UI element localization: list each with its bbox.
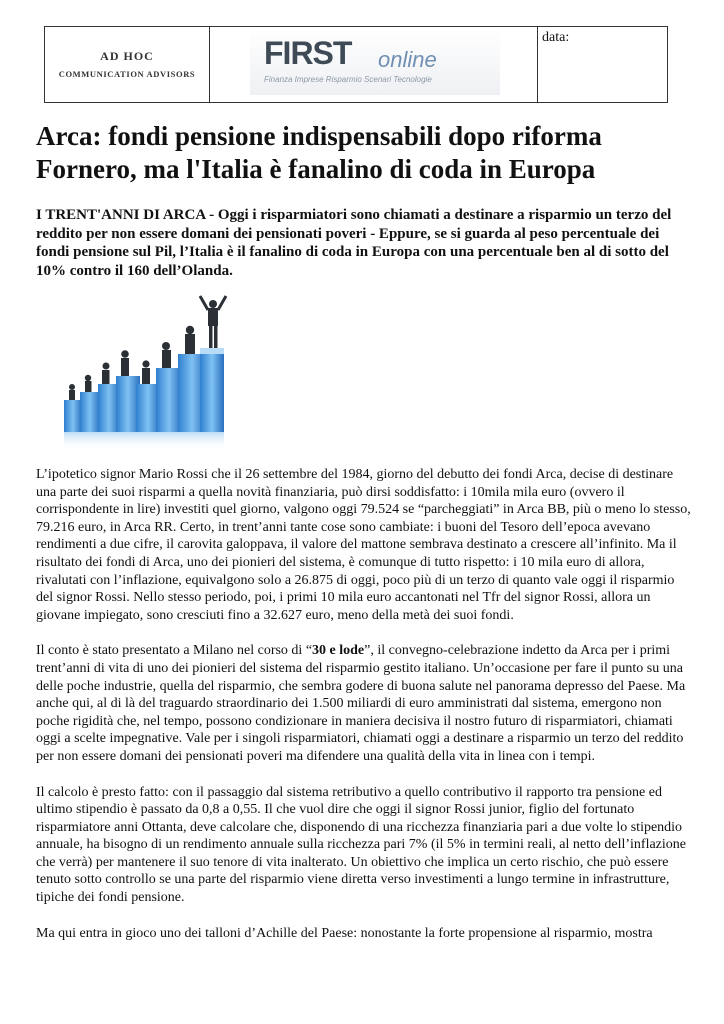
masthead-table <box>44 26 668 103</box>
body-paragraph-3: Il calcolo è presto fatto: con il passaggio dal sistema retributivo a quello contributivo il rapporto tra pensione ed ultimo stipendio è passato da 0,8 a 0,55. Il che vuol dire che oggi il signor Rossi junior, figlio del fortunato risparmiatore anni Ottanta, deve calcolare che, disponendo di una ricchezza finanziaria pari a due volte lo stipendio annuale, ha bisogno di un rendimento annuale sulla ricchezza pari 7% (il 5% in termini reali, al netto dell’inflazione che verrà) per mantenere il suo tenore di vita inalterato. Un obiettivo che implica un certo rischio, che può essere tenuto sotto controllo se una parte del risparmio viene diretta verso investimenti a lungo termine in infrastrutture, tipiche dei fondi pensione. <box>36 784 686 906</box>
event-name: 30 e lode <box>312 643 365 659</box>
body-paragraph-1: L’ipotetico signor Mario Rossi che il 26 settembre del 1984, giorno del debutto dei fondi Arca, decise di destinare una parte dei suoi risparmi a quella novità finanziaria, può dirsi soddisfatto: i 10mila mila euro (ovvero il corrispondente in lire) investiti quel giorno, valgono oggi 79.524 se “parcheggiati” in Arca BB, più o meno lo stesso, 79.216 euro, in Arca RR. Certo, in trent’anni tante cose sono cambiate: i buoni del Tesoro dell’epoca avevano rendimenti a due cifre, il carovita galoppava, il valore del mattone sembrava destinato a crescere all’infinito. Ma il risultato dei fondi di Arca, uno dei pionieri del sistema, è comunque di tutto rispetto: i 10 mila euro di allora, rivalutati con l’inflazione, equivalgono solo a 26.875 di oggi, poco più di un terzo di quanto vale oggi il risparmio del signor Rossi. Nello stesso periodo, poi, i primi 10 mila euro accantonati nel Tfr del signor Rossi, allora un giovane impiegato, sono cresciuti fino a 32.627 euro, meno della metà dei suoi fondi. <box>36 467 691 623</box>
body-paragraph-4: Ma qui entra in gioco uno dei talloni d’Achille del Paese: nonostante la forte propensione al risparmio, mostra <box>36 925 653 941</box>
body-paragraph-2 <box>36 642 692 765</box>
date-label: data: <box>542 30 570 45</box>
firstonline-logo-cell <box>210 27 538 102</box>
logo-tagline: Finanza Imprese Risparmio Scenari Tecnologie <box>264 75 432 84</box>
adhoc-logo-subtitle: COMMUNICATION ADVISORS <box>58 69 196 79</box>
adhoc-logo-cell <box>45 27 210 102</box>
article-body <box>36 466 692 960</box>
firstonline-logo <box>250 29 500 95</box>
logo-first-text: FIRST <box>264 35 352 71</box>
adhoc-logo-title: AD HOC <box>100 49 154 63</box>
logo-online-text: online <box>378 47 437 72</box>
p2-text-before: Il conto è stato presentato a Milano nel corso di “ <box>36 643 313 659</box>
growth-steps-illustration <box>50 292 260 454</box>
article-title: Arca: fondi pensione indispensabili dopo riforma Fornero, ma l'Italia è fanalino di coda in Europa <box>36 121 602 184</box>
p2-text-after: ”, il convegno-celebrazione indetto da Arca per i primi trent’anni di vita di uno dei pionieri del sistema del risparmio gestito italiano. Un’occasione per fare il punto su una delle poche industrie, quella del risparmio, che sembra godere di buona salute nel panorama depresso del Paese. Ma anche qui, al di là del traguardo straordinario dei 1.500 miliardi di euro amministrati dal sistema, emergono non poche rigidità che, nel tempo, possono condizionare in maniera decisiva il nostro futuro di risparmiatori, chiamati oggi a scelte impegnative. Vale per i singoli risparmiatori, chiamati oggi a destinare a risparmio un terzo del reddito per non essere domani dei pensionati poveri ma difendere una qualità della vita in linea con i tempi. <box>36 643 686 764</box>
article-lead: I TRENT'ANNI DI ARCA - Oggi i risparmiatori sono chiamati a destinare a risparmio un terzo del reddito per non essere domani dei pensionati poveri - Eppure, se si guarda al peso percentuale dei fondi pensione sul Pil, l’Italia è il fanalino di coda in Europa con una percentuale ben al di sotto del 10% contro il 160 dell’Olanda. <box>36 207 672 279</box>
date-cell <box>538 27 667 102</box>
